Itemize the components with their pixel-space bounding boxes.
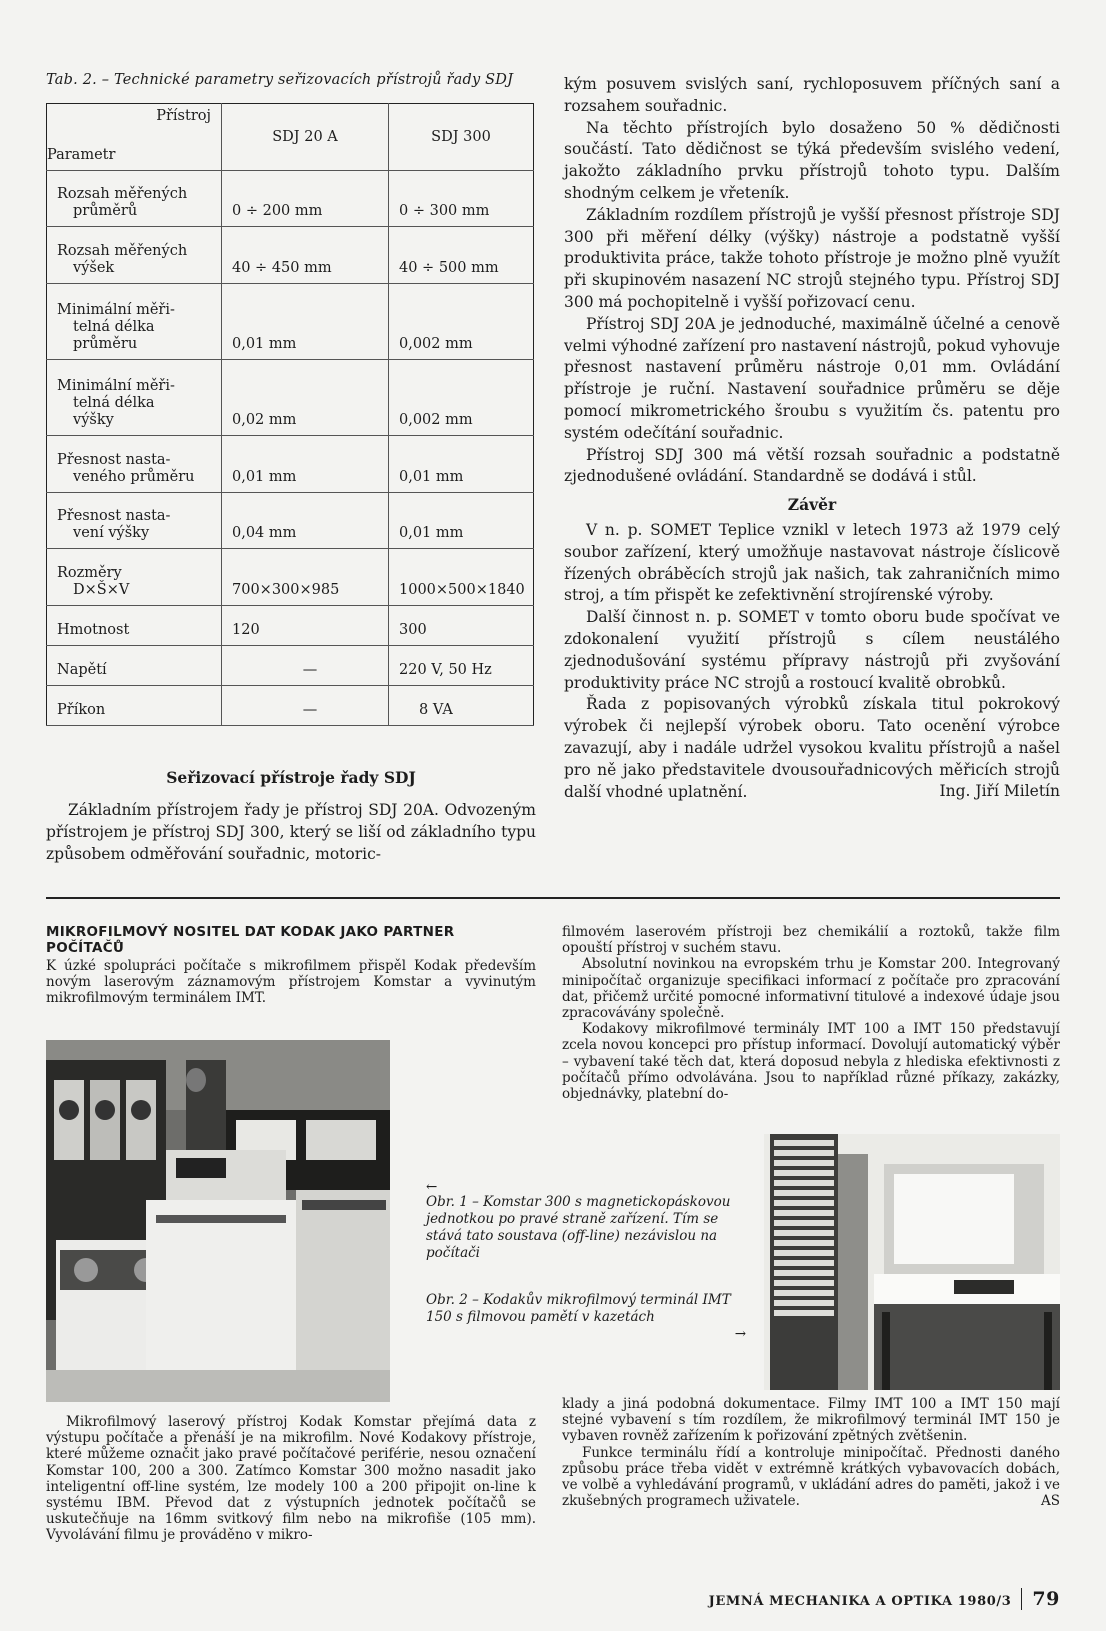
header-corner-cell: [47, 104, 222, 171]
param-line: Přesnost nasta-: [57, 508, 171, 524]
photo-imt-150-terminal: [764, 1134, 1060, 1390]
table-row: [47, 646, 534, 686]
table-row: [47, 549, 534, 606]
paragraph: Další činnost n. p. SOMET v tomto oboru bude spočívat ve zdokonalení využití přístrojů s cílem neustálého zjednodušování systému přípravy nástrojů při zvyšování produktivity práce NC strojů a rostoucí kvalitě obrobků.: [564, 608, 1060, 692]
arrow-right-icon: →: [734, 1326, 746, 1342]
param-line: D×Š×V: [73, 582, 130, 598]
header-instrument-label: Přístroj: [156, 108, 211, 124]
table-row: [47, 227, 534, 284]
table-row: [47, 686, 534, 726]
value-cell: 0,002 mm: [389, 360, 534, 436]
value-cell: 40 ÷ 500 mm: [389, 227, 534, 284]
paragraph: Základním přístrojem řady je přístroj SDJ 20A. Odvozeným přístrojem je přístroj SDJ 300, který se liší od základního typu způsobem odměřování souřadnic, motoric-: [46, 801, 536, 863]
article-right-top: [562, 924, 1060, 1102]
param-line: Rozměry: [57, 565, 122, 581]
value-cell: —: [222, 686, 389, 726]
header-col-sdj300: SDJ 300: [389, 104, 534, 171]
table-row: [47, 493, 534, 549]
param-line: Rozsah měřených: [57, 243, 188, 259]
value-cell: 40 ÷ 450 mm: [222, 227, 389, 284]
table-header-row: [47, 104, 534, 171]
value-cell: 0 ÷ 200 mm: [222, 171, 389, 227]
value-cell: 0,01 mm: [389, 493, 534, 549]
article-lead: [46, 958, 536, 1007]
param-line: průměru: [73, 336, 138, 352]
param-cell: Hmotnost: [47, 606, 222, 646]
arrow-left-icon: ←: [426, 1179, 438, 1195]
photo-komstar-300: [46, 1040, 390, 1402]
param-line: vení výšky: [73, 525, 150, 541]
paragraph: Kodakovy mikrofilmové terminály IMT 100 a IMT 150 představují zcela novou koncepci pro přístup informací. Dovolují automatický výběr – vybavení také těch dat, která doposud nebyla z hlediska efektivnosti z počítačů přímo odvolávána. Jsou to například různé příkazy, zakázky, objednávky, platební do-: [562, 1021, 1060, 1103]
paragraph: Přístroj SDJ 300 má větší rozsah souřadnic a podstatně zjednodušené ovládání. Standardně se dodává i stůl.: [564, 445, 1060, 486]
paragraph: Funkce terminálu řídí a kontroluje minipočítač. Přednosti daného způsobu práce třeba vidět v extrémně krátkých vybavovacích dobách, ve volbě a vyhledávání programů, v ukládání adres do paměti, jakož i ve zkušebných programech uživatele.: [562, 1444, 1060, 1510]
table-row: [47, 360, 534, 436]
value-cell: 700×300×985: [222, 549, 389, 606]
photo-imt-svg: [764, 1134, 1060, 1390]
param-cell: Příkon: [47, 686, 222, 726]
value-cell: 0,01 mm: [389, 436, 534, 493]
section-heading-sdj: Seřizovací přístroje řady SDJ: [166, 768, 416, 787]
paragraph: kým posuvem svislých saní, rychloposuvem příčných saní a rozsahem souřadnic.: [564, 75, 1060, 115]
article-left-bottom: [46, 1414, 536, 1544]
author-name: Ing. Jiří Miletín: [939, 782, 1060, 801]
param-line: Minimální měři-: [57, 302, 175, 318]
value-cell: 0,01 mm: [222, 436, 389, 493]
fig2-caption-block: [426, 1292, 746, 1342]
param-line: telná délka: [73, 395, 155, 411]
signature: AS: [1041, 1493, 1060, 1510]
paragraph: V n. p. SOMET Teplice vznikl v letech 1973 až 1979 celý soubor zařízení, který umožňuje nastavovat nástroje číslicově řízených obráběcích strojů jak našich, tak zahraničních mimo stroj, a tím přispět ke zefektivnění strojírenské výroby.: [564, 520, 1060, 605]
param-cell: Napětí: [47, 646, 222, 686]
page-footer: [709, 1588, 1060, 1610]
table-row: [47, 606, 534, 646]
param-line: průměrů: [73, 203, 138, 219]
value-cell: 0 ÷ 300 mm: [389, 171, 534, 227]
table-row: [47, 171, 534, 227]
value-cell: 8 VA: [389, 686, 534, 726]
paragraph: filmovém laserovém přístroji bez chemikálií a roztoků, takže film opouští přístroj v suchém stavu.: [562, 924, 1060, 957]
paragraph: Řada z popisovaných výrobků získala titul pokrokový výrobek či nejlepší výrobek oboru. Tato ocenění výrobce zavazují, aby i nadále udržel vysokou kvalitu přístrojů a našel pro ně jako představitele dvousouřadnicových měřicích strojů další vhodné uplatnění.: [564, 695, 1060, 801]
table-row: [47, 284, 534, 360]
param-line: výšek: [73, 260, 115, 276]
fig1-caption-block: [426, 1180, 746, 1262]
paragraph: Na těchto přístrojích bylo dosaženo 50 % dědičnosti součástí. Tato dědičnost se týká především svislého vedení, jakožto základního prvku přístrojů tohoto typu. Dalším shodným celkem je vřeteník.: [564, 118, 1060, 202]
right-column: [564, 74, 1060, 803]
value-cell: 0,01 mm: [222, 284, 389, 360]
left-section-text: [46, 800, 536, 865]
paragraph: Absolutní novinkou na evropském trhu je Komstar 200. Integrovaný minipočítač organizuje specifikaci informací z počítače pro zpracování dat, přičemž určité pomocné informativní titulové a indexové údaje jsou zpracovávány společně.: [562, 956, 1060, 1022]
param-line: telná délka: [73, 319, 155, 335]
paragraph: klady a jiná podobná dokumentace. Filmy IMT 100 a IMT 150 mají stejné vybavení s tím rozdílem, že mikrofilmový terminál IMT 150 je vybaven rovněž zařízením k pořizování zpětných zvětšenin.: [562, 1396, 1060, 1445]
paragraph: Přístroj SDJ 20A je jednoduché, maximálně účelné a cenově velmi výhodné zařízení pro nastavení nástrojů, pokud vyhovuje přesnost nastavení průměru nástroje 0,01 mm. Ovládání přístroje je ruční. Nastavení souřadnice průměru se děje pomocí mikrometrického šroubu s využitím čs. patentu pro systém odečítání souřadnic.: [564, 314, 1060, 442]
article-right-bottom: [562, 1396, 1060, 1510]
param-line: Rozsah měřených: [57, 186, 188, 202]
param-line: Přesnost nasta-: [57, 452, 171, 468]
param-line: Minimální měři-: [57, 378, 175, 394]
value-cell: 0,02 mm: [222, 360, 389, 436]
page-number: 79: [1021, 1588, 1060, 1610]
article-title: MIKROFILMOVÝ NOSITEL DAT KODAK JAKO PARTNER POČÍTAČŮ: [46, 924, 455, 956]
value-cell: 0,002 mm: [389, 284, 534, 360]
paragraph: Mikrofilmový laserový přístroj Kodak Komstar přejímá data z výstupu počítače a přenáší je na mikrofilm. Nové Kodakovy přístroje, které můžeme označit jako pravé počítačové periférie, nesou označení Komstar 100, 200 a 300. Zatímco Komstar 300 možno nasadit jako inteligentní off-line systém, lze modely 100 a 200 připojit on-line k systému IBM. Převod dat z výstupních jednotek počítačů se uskutečňuje na 16mm svitkový film nebo na mikrofiše (105 mm). Vyvolávání filmu je prováděno v mikro-: [46, 1414, 536, 1544]
parameters-table: [46, 103, 534, 726]
fig2-caption: Obr. 2 – Kodakův mikrofilmový terminál IMT 150 s filmovou pamětí v kazetách: [426, 1292, 731, 1325]
fig1-caption: Obr. 1 – Komstar 300 s magnetickopáskovou jednotkou po pravé straně zařízení. Tím se stává tato soustava (off-line) nezávislou na počítači: [426, 1194, 731, 1261]
journal-name: JEMNÁ MECHANIKA A OPTIKA 1980/3: [708, 1594, 1012, 1609]
value-cell: 220 V, 50 Hz: [389, 646, 534, 686]
header-parameter-label: Parametr: [47, 147, 116, 163]
lead-paragraph: K úzké spolupráci počítače s mikrofilmem přispěl Kodak především novým laserovým záznamovým přístrojem Komstar a vyvinutým mikrofilmovým terminálem IMT.: [46, 958, 536, 1007]
conclusion-heading: Závěr: [787, 495, 837, 515]
value-cell: 0,04 mm: [222, 493, 389, 549]
value-cell: 120: [222, 606, 389, 646]
photo-komstar-svg: [46, 1040, 390, 1402]
table-caption: Tab. 2. – Technické parametry seřizovacích přístrojů řady SDJ: [46, 72, 514, 88]
param-line: veného průměru: [73, 469, 195, 485]
paragraph: Základním rozdílem přístrojů je vyšší přesnost přístroje SDJ 300 při měření délky (výšky) nástroje a podstatně vyšší produktivita práce, takže tohoto přístroje je možno plně využít při skupinovém nasazení NC strojů stejného typu. Přístroj SDJ 300 má pochopitelně i vyšší pořizovací cenu.: [564, 205, 1060, 311]
header-col-sdj20a: SDJ 20 A: [222, 104, 389, 171]
table-row: [47, 436, 534, 493]
value-cell: 300: [389, 606, 534, 646]
section-divider: [46, 897, 1060, 899]
value-cell: —: [222, 646, 389, 686]
param-line: výšky: [73, 412, 114, 428]
value-cell: 1000×500×1840: [389, 549, 534, 606]
